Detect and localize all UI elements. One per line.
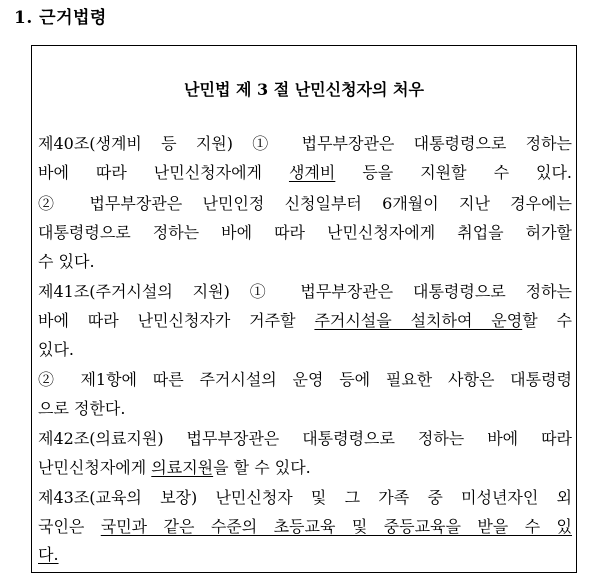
law-excerpt-box xyxy=(31,45,577,573)
text-line: 바에 따라 난민신청자에게 생계비 등을 지원할 수 있다. xyxy=(38,163,573,182)
text-line: ② 법무부장관은 난민인정 신청일부터 6개월이 지난 경우에는 xyxy=(38,194,572,213)
text-line: 국인은 국민과 같은 수준의 초등교육 및 중등교육을 받을 수 있 xyxy=(38,517,572,536)
section-heading: 1. 근거법령 xyxy=(14,8,107,28)
text-line: 제41조(주거시설의 지원) ① 법무부장관은 대통령령으로 정하는 xyxy=(38,282,572,301)
underlined-term: 국민과 같은 수준의 초등교육 및 중등교육을 받을 수 있 xyxy=(100,517,572,536)
text-line: 바에 따라 난민신청자가 거주할 주거시설을 설치하여 운영할 수 xyxy=(38,311,572,330)
underlined-term: 다. xyxy=(38,545,59,564)
text-line: ② 제1항에 따른 주거시설의 운영 등에 필요한 사항은 대통령령 xyxy=(38,370,572,389)
text-line: 으로 정한다. xyxy=(38,399,126,418)
text-line: 수 있다. xyxy=(38,252,95,271)
text-line: 대통령령으로 정하는 바에 따라 난민신청자에게 취업을 허가할 xyxy=(38,223,572,242)
underlined-term: 생계비 xyxy=(288,163,336,182)
text-line: 제40조(생계비 등 지원) ① 법무부장관은 대통령령으로 정하는 xyxy=(38,134,572,153)
text-line: 제43조(교육의 보장) 난민신청자 및 그 가족 중 미성년자인 외 xyxy=(38,488,572,507)
text-line: 있다. xyxy=(38,340,74,359)
text-line xyxy=(38,545,572,565)
text-line: 제42조(의료지원) 법무부장관은 대통령령으로 정하는 바에 따라 xyxy=(38,429,572,448)
text-line: 난민신청자에게 의료지원을 할 수 있다. xyxy=(38,458,311,477)
box-title: 난민법 제 3 절 난민신청자의 처우 xyxy=(184,80,424,99)
underlined-term: 의료지원 xyxy=(151,458,214,477)
underlined-term: 주거시설을 설치하여 운영 xyxy=(314,311,523,330)
